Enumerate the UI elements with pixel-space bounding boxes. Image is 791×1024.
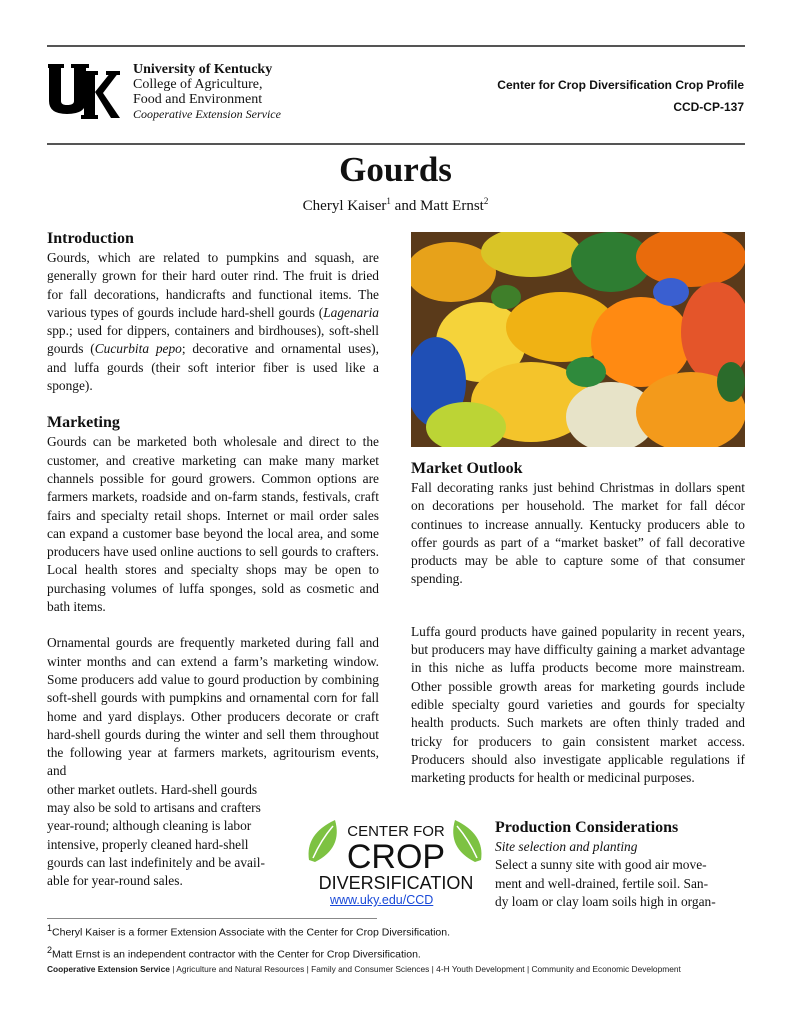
footnote-1 bbox=[47, 920, 450, 942]
intro-text-3: ; decorative and ornamental uses), and luffa gourds (their soft interior fiber is used like a sponge). bbox=[47, 341, 379, 394]
wrap-line: year-round; although cleaning is labor bbox=[47, 818, 252, 834]
footnotes bbox=[47, 920, 450, 963]
introduction-heading: Introduction bbox=[47, 230, 134, 247]
page-title: Gourds bbox=[339, 150, 452, 189]
ccd-website-link[interactable]: www.uky.edu/CCD bbox=[330, 893, 434, 907]
header-top-rule bbox=[47, 45, 745, 47]
wrap-line: may also be sold to artisans and crafters bbox=[47, 800, 261, 816]
production-section bbox=[495, 818, 745, 911]
author-2-footnote-marker: 2 bbox=[483, 196, 489, 206]
author-2: Matt Ernst bbox=[420, 198, 484, 214]
gourds-photo bbox=[411, 232, 745, 447]
university-wordmark bbox=[133, 62, 281, 122]
market-outlook-heading: Market Outlook bbox=[411, 460, 523, 477]
wrap-line: Select a sunny site with good air move- bbox=[495, 857, 707, 873]
uk-logo-icon bbox=[48, 62, 120, 120]
footer-service: Cooperative Extension Service bbox=[47, 964, 170, 974]
wrap-line: other market outlets. Hard-shell gourds bbox=[47, 781, 258, 797]
wrap-line: dy loam or clay loam soils high in organ- bbox=[495, 893, 716, 909]
intro-text-1: Gourds, which are related to pumpkins and squash, are generally grown for their hard outer rind. The fruit is dried for fall decorations, handicrafts and functional items. The various types of gourds include hard-shell gourds ( bbox=[47, 250, 379, 320]
marketing-paragraph-1: Gourds can be marketed both wholesale and direct to the customer, and creative marketing can make many market channels possible for gourd growers. Common options are farmers markets, roadside and on-farm stands, festivals, craft fairs and specialty retail shops. Internet or mail order sales can expand a customer base beyond the local area, and some producers have used online auctions to sell gourds to crafters. Local health stores and specialty shops may be open to purchasing volumes of luffa sponges, sold as cosmetic and bath items. bbox=[47, 434, 379, 615]
intro-cucurbita: Cucurbita pepo bbox=[94, 341, 182, 357]
market-outlook-paragraph-1: Fall decorating ranks just behind Christmas in dollars spent on decorations per household. The market for fall décor continues to increase annually. Kentucky producers able to offer gourds as part of a “market basket” of fall decorative products may be able to capture some of that consumer spending. bbox=[411, 480, 745, 587]
footnote-2-text: Matt Ernst is an independent contractor with the Center for Crop Diversification. bbox=[52, 948, 421, 960]
market-outlook-paragraph-2: Luffa gourd products have gained popularity in recent years, but producers may have difficulty gaining a market advantage in this niche as luffa products become more mainstream. Other possible growth areas for marketing gourds include edible specialty gourd varieties and gourds for specialty health products. Such markets are often thinly traded and tricky for producers to gain consistent market access. Producers should also investigate applicable regulations if marketing products for health or medicinal purposes. bbox=[411, 623, 745, 786]
right-column bbox=[411, 459, 745, 787]
footnote-2 bbox=[47, 942, 450, 964]
marketing-paragraph-2-wrap bbox=[47, 781, 302, 891]
college-line-1: College of Agriculture, bbox=[133, 77, 263, 92]
footnote-1-text: Cheryl Kaiser is a former Extension Associate with the Center for Crop Diversification. bbox=[52, 926, 451, 939]
left-column bbox=[47, 229, 379, 891]
ccd-logo-line-1: CENTER FOR bbox=[347, 823, 445, 840]
college-line-2: Food and Environment bbox=[133, 92, 263, 107]
authors-line bbox=[0, 196, 791, 215]
wrap-line: able for year-round sales. bbox=[47, 873, 183, 889]
footnote-1-marker: 1 bbox=[47, 923, 53, 933]
intro-lagenaria: Lagenaria bbox=[323, 304, 379, 320]
authors-conjunction: and bbox=[390, 198, 421, 214]
footnote-2-marker: 2 bbox=[47, 944, 53, 955]
header-bottom-rule bbox=[47, 143, 745, 145]
production-heading: Production Considerations bbox=[495, 819, 679, 836]
intro-text-2: spp.; used for dippers, containers and birdhouses), soft-shell gourds ( bbox=[47, 323, 379, 357]
introduction-paragraph bbox=[47, 249, 379, 395]
production-subheading bbox=[495, 838, 745, 856]
ccd-logo-line-3: DIVERSIFICATION bbox=[318, 873, 474, 893]
site-selection-label: Site selection and planting bbox=[495, 839, 638, 854]
wrap-line: gourds can last indefinitely and be avail- bbox=[47, 854, 265, 870]
marketing-paragraph-2: Ornamental gourds are frequently marketed during fall and winter months and can extend a farm’s marketing window. Some producers add value to gourd production by combining soft-shell gourds with pumpkins and ornamental corn for fall home and yard displays. Other producers decorate or craft hard-shell gourds during the winter and sell them throughout the following year at farmers markets, agritourism events, and bbox=[47, 635, 379, 779]
crop-profile-label bbox=[497, 74, 744, 118]
profile-number: CCD-CP-137 bbox=[673, 100, 744, 114]
author-1-footnote-marker: 1 bbox=[386, 196, 391, 206]
ccd-logo-line-2: CROP bbox=[346, 838, 446, 876]
page-footer bbox=[47, 964, 747, 974]
wrap-line: ment and well-drained, fertile soil. San- bbox=[495, 875, 709, 891]
university-name: University of Kentucky bbox=[133, 62, 273, 77]
footer-programs: | Agriculture and Natural Resources | Family and Consumer Sciences | 4-H Youth Development | Community and Economic Development bbox=[169, 964, 681, 974]
wrap-line: intensive, properly cleaned hard-shell bbox=[47, 836, 249, 852]
author-1: Cheryl Kaiser bbox=[302, 198, 387, 214]
marketing-heading: Marketing bbox=[47, 414, 120, 432]
extension-service-label: Cooperative Extension Service bbox=[133, 107, 281, 121]
profile-series: Center for Crop Diversification Crop Profile bbox=[497, 78, 744, 92]
footnote-rule bbox=[47, 918, 377, 919]
